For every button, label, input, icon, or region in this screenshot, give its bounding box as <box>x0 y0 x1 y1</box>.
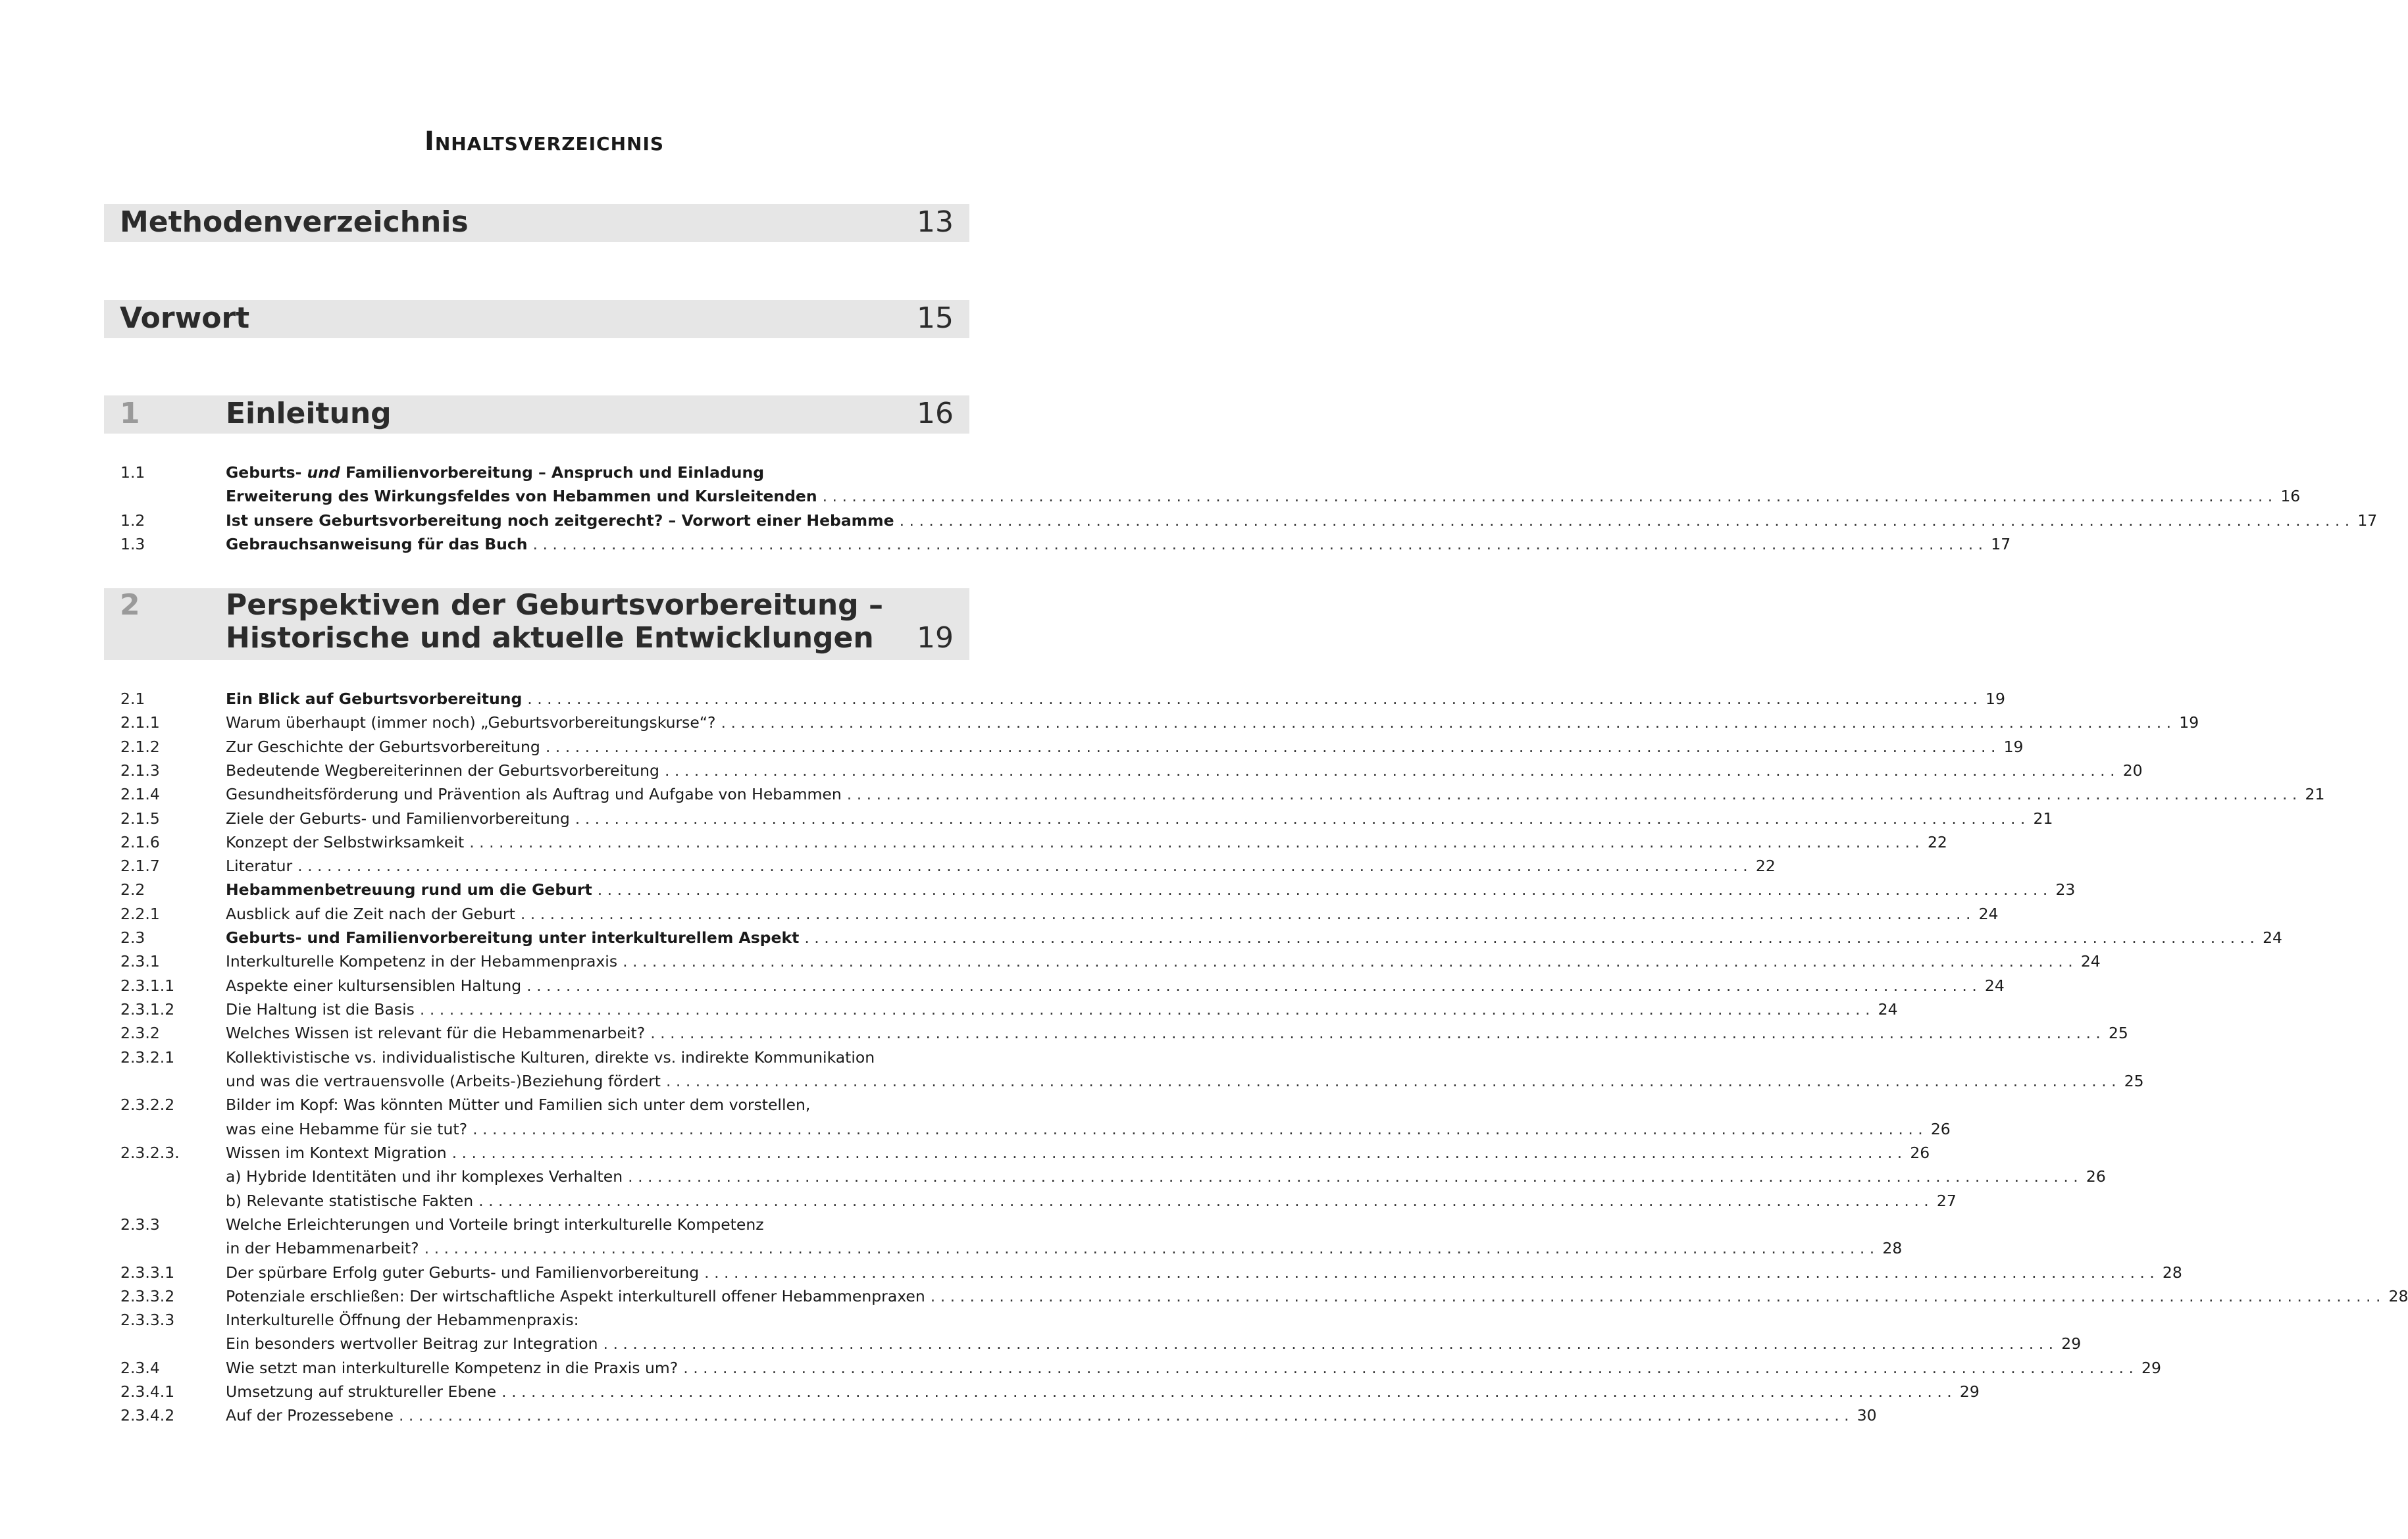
chapter-title-line-1: Perspektiven der Geburtsvorbereitung – <box>226 588 883 622</box>
toc-leader-dots <box>526 974 1977 997</box>
toc-page: 17 <box>1991 535 2011 553</box>
toc-row[interactable] <box>120 759 2143 782</box>
toc-text: Potenziale erschließen: Der wirtschaftliche Aspekt interkulturell offener Hebammenpraxen <box>226 1287 925 1305</box>
toc-page: 25 <box>2124 1072 2144 1090</box>
toc-page: 23 <box>2055 880 2076 899</box>
toc-leader-dots <box>546 735 1996 759</box>
toc-number: 2.1.3 <box>120 761 160 780</box>
toc-leader-dots <box>666 1069 2116 1093</box>
toc-leader-dots <box>847 782 2297 806</box>
toc-row[interactable] <box>120 1046 954 1069</box>
toc-row[interactable] <box>120 1236 1903 1260</box>
toc-leader-dots <box>623 949 2073 973</box>
toc-number: 2.3.2.2 <box>120 1096 175 1114</box>
toc-leader-dots <box>473 1117 1923 1141</box>
chapter-page: 13 <box>917 205 954 239</box>
toc-text: Gesundheitsförderung und Prävention als Auftrag und Aufgabe von Hebammen <box>226 785 842 803</box>
toc-text: Ziele der Geburts- und Familienvorbereitung <box>226 809 570 828</box>
toc-row[interactable] <box>120 830 1947 854</box>
toc-number: 2.3.3 <box>120 1215 160 1234</box>
chapter-title: Einleitung <box>226 397 392 430</box>
toc-text: Kollektivistische vs. individualistische Kulturen, direkte vs. indirekte Kommunikation <box>226 1048 875 1067</box>
toc-row[interactable] <box>120 687 2005 711</box>
toc-leader-dots <box>297 854 1748 878</box>
toc-text: Zur Geschichte der Geburtsvorbereitung <box>226 738 540 756</box>
toc-page: 19 <box>1985 690 2005 708</box>
toc-row[interactable] <box>120 1284 2408 1308</box>
toc-text: Erweiterung des Wirkungsfeldes von Hebammen und Kursleitenden <box>226 487 817 505</box>
toc-row[interactable] <box>120 782 2325 806</box>
toc-row[interactable] <box>120 1356 2161 1380</box>
chapter-banner-perspektiven[interactable] <box>104 588 969 660</box>
toc-page: 21 <box>2033 809 2053 828</box>
toc-page: 26 <box>2086 1167 2106 1186</box>
chapter-page: 16 <box>917 397 954 430</box>
toc-leader-dots <box>501 1380 1952 1403</box>
toc-text: und was die vertrauensvolle (Arbeits-)Beziehung fördert <box>226 1072 661 1090</box>
toc-page: 17 <box>2357 511 2378 530</box>
toc-number: 2.3.4 <box>120 1359 160 1377</box>
toc-number: 2.3.4.2 <box>120 1406 175 1425</box>
toc-text: Welches Wissen ist relevant für die Hebammenarbeit? <box>226 1024 646 1042</box>
toc-page: 19 <box>2003 738 2024 756</box>
toc-row[interactable] <box>120 949 2101 973</box>
toc-row[interactable] <box>120 926 2282 949</box>
toc-row[interactable] <box>120 807 2053 830</box>
toc-row[interactable] <box>120 735 2024 759</box>
toc-page: 22 <box>1755 857 1776 875</box>
toc-leader-dots <box>931 1284 2381 1308</box>
toc-number: 2.1.7 <box>120 857 160 875</box>
toc-number: 2.3.2.3. <box>120 1144 180 1162</box>
toc-number: 2.1 <box>120 690 145 708</box>
chapter-title: Methodenverzeichnis <box>120 205 469 239</box>
toc-row[interactable] <box>120 1117 1951 1141</box>
toc-text: Wie setzt man interkulturelle Kompetenz in die Praxis um? <box>226 1359 679 1377</box>
toc-row[interactable] <box>120 902 1999 926</box>
toc-leader-dots <box>721 711 2172 734</box>
toc-text: Umsetzung auf struktureller Ebene <box>226 1382 497 1401</box>
toc-leader-dots <box>469 830 1920 854</box>
toc-row[interactable] <box>120 509 2378 532</box>
toc-page: 19 <box>2179 713 2199 732</box>
toc-row[interactable] <box>120 1093 954 1117</box>
toc-row[interactable] <box>120 1261 2182 1284</box>
chapter-title-line-2: Historische und aktuelle Entwicklungen <box>226 621 874 655</box>
toc-page: 26 <box>1930 1120 1951 1138</box>
toc-text: Der spürbare Erfolg guter Geburts- und Familienvorbereitung <box>226 1263 700 1282</box>
toc-leader-dots <box>478 1189 1929 1213</box>
toc-number: 2.1.4 <box>120 785 160 803</box>
toc-page: 22 <box>1927 833 1947 851</box>
toc-number: 2.3 <box>120 928 145 947</box>
toc-number: 2.3.3.2 <box>120 1287 175 1305</box>
toc-text: b) Relevante statistische Fakten <box>226 1192 474 1210</box>
toc-text: Wissen im Kontext Migration <box>226 1144 447 1162</box>
chapter-banner-einleitung[interactable] <box>104 395 969 434</box>
toc-text: Aspekte einer kultursensiblen Haltung <box>226 976 522 995</box>
toc-number: 1.1 <box>120 463 145 482</box>
toc-number: 2.3.3.1 <box>120 1263 175 1282</box>
toc-text: Ist unsere Geburtsvorbereitung noch zeitgerecht? – Vorwort einer Hebamme <box>226 511 894 530</box>
toc-row[interactable] <box>120 1141 1930 1165</box>
toc-row[interactable] <box>120 461 954 484</box>
toc-text: Geburts- und Familienvorbereitung – Anspruch und Einladung <box>226 463 765 482</box>
toc-text: Welche Erleichterungen und Vorteile bringt interkulturelle Kompetenz <box>226 1215 764 1234</box>
toc-text: Interkulturelle Kompetenz in der Hebammenpraxis <box>226 952 618 971</box>
toc-row[interactable] <box>120 1380 1980 1403</box>
toc-leader-dots <box>575 807 2026 830</box>
toc-leader-dots <box>521 902 1971 926</box>
toc-text: Warum überhaupt (immer noch) „Geburtsvorbereitungskurse“? <box>226 713 716 732</box>
chapter-number: 2 <box>120 588 140 622</box>
toc-leader-dots <box>598 878 2048 901</box>
toc-page: 28 <box>2388 1287 2408 1305</box>
toc-page: 21 <box>2305 785 2325 803</box>
toc-text: Interkulturelle Öffnung der Hebammenpraxis: <box>226 1311 579 1329</box>
toc-page: 28 <box>1882 1239 1903 1257</box>
toc-number: 2.3.3.3 <box>120 1311 175 1329</box>
toc-page: 29 <box>1959 1382 1980 1401</box>
toc-leader-dots <box>823 484 2273 508</box>
toc-leader-dots <box>650 1021 2101 1045</box>
toc-leader-dots <box>424 1236 1875 1260</box>
toc-page: 24 <box>1878 1000 1898 1019</box>
chapter-page: 19 <box>917 621 954 655</box>
toc-text: a) Hybride Identitäten und ihr komplexes Verhalten <box>226 1167 623 1186</box>
toc-text: Gebrauchsanweisung für das Buch <box>226 535 528 553</box>
toc-text: was eine Hebamme für sie tut? <box>226 1120 468 1138</box>
toc-page: 25 <box>2108 1024 2128 1042</box>
toc-number: 2.2.1 <box>120 905 160 923</box>
toc-page: 27 <box>1936 1192 1957 1210</box>
toc-leader-dots <box>420 997 1870 1021</box>
toc-text: Bilder im Kopf: Was könnten Mütter und Familien sich unter dem vorstellen, <box>226 1096 811 1114</box>
toc-leader-dots <box>527 687 1978 711</box>
toc-text: Literatur <box>226 857 293 875</box>
chapter-banner-vorwort[interactable] <box>104 300 969 338</box>
toc-page: 28 <box>2162 1263 2182 1282</box>
toc-number: 2.1.6 <box>120 833 160 851</box>
toc-leader-dots <box>665 759 2115 782</box>
toc-text: Ein besonders wertvoller Beitrag zur Integration <box>226 1334 598 1353</box>
toc-number: 2.3.2 <box>120 1024 160 1042</box>
toc-number: 1.2 <box>120 511 145 530</box>
toc-page: 30 <box>1857 1406 1877 1425</box>
toc-leader-dots <box>628 1165 2078 1188</box>
toc-text: Hebammenbetreuung rund um die Geburt <box>226 880 592 899</box>
toc-number: 2.3.1 <box>120 952 160 971</box>
toc-number: 2.3.4.1 <box>120 1382 175 1401</box>
toc-text: Bedeutende Wegbereiterinnen der Geburtsvorbereitung <box>226 761 659 780</box>
toc-number: 2.1.1 <box>120 713 160 732</box>
toc-row[interactable] <box>120 1021 2128 1045</box>
toc-page: 24 <box>2263 928 2282 947</box>
toc-text: in der Hebammenarbeit? <box>226 1239 419 1257</box>
toc-text: Ein Blick auf Geburtsvorbereitung <box>226 690 523 708</box>
toc-page: 24 <box>1984 976 2005 995</box>
toc-number: 2.1.2 <box>120 738 160 756</box>
toc-number: 2.3.1.1 <box>120 976 175 995</box>
toc-text: Geburts- und Familienvorbereitung unter interkulturellem Aspekt <box>226 928 800 947</box>
toc-leader-dots <box>704 1261 2155 1284</box>
toc-text: Auf der Prozessebene <box>226 1406 394 1425</box>
toc-page: 26 <box>1910 1144 1930 1162</box>
toc-text: Ausblick auf die Zeit nach der Geburt <box>226 905 515 923</box>
toc-number: 2.1.5 <box>120 809 160 828</box>
toc-row[interactable] <box>120 1403 1877 1427</box>
toc-row[interactable] <box>120 532 2011 556</box>
toc-row[interactable] <box>120 711 2199 734</box>
toc-page: 16 <box>2280 487 2301 505</box>
toc-row[interactable] <box>120 997 1898 1021</box>
chapter-page: 15 <box>917 301 954 335</box>
toc-leader-dots <box>603 1332 2054 1355</box>
page-title: Inhaltsverzeichnis <box>424 126 665 157</box>
toc-row[interactable] <box>120 878 2076 901</box>
toc-row[interactable] <box>120 1213 954 1236</box>
toc-row[interactable] <box>120 1189 1957 1213</box>
toc-leader-dots <box>804 926 2255 949</box>
toc-row[interactable] <box>120 974 2005 997</box>
toc-row[interactable] <box>120 1165 2106 1188</box>
toc-row[interactable] <box>120 1308 954 1332</box>
toc-number: 2.3.1.2 <box>120 1000 175 1019</box>
toc-leader-dots <box>533 532 1984 556</box>
toc-page: 20 <box>2122 761 2143 780</box>
toc-number: 1.3 <box>120 535 145 553</box>
toc-row[interactable] <box>120 484 2301 508</box>
toc-leader-dots <box>452 1141 1903 1165</box>
toc-text: Konzept der Selbstwirksamkeit <box>226 833 465 851</box>
toc-row[interactable] <box>120 854 1776 878</box>
chapter-number: 1 <box>120 397 140 430</box>
toc-number: 2.2 <box>120 880 145 899</box>
toc-page: 29 <box>2141 1359 2161 1377</box>
toc-page: 29 <box>2061 1334 2082 1353</box>
chapter-banner-methodenverzeichnis[interactable] <box>104 204 969 242</box>
toc-leader-dots <box>900 509 2350 532</box>
toc-page: 24 <box>1978 905 1999 923</box>
toc-row[interactable] <box>120 1069 2144 1093</box>
toc-row[interactable] <box>120 1332 2082 1355</box>
toc-leader-dots <box>683 1356 2134 1380</box>
toc-number: 2.3.2.1 <box>120 1048 175 1067</box>
toc-page: 24 <box>2080 952 2101 971</box>
toc-text: Die Haltung ist die Basis <box>226 1000 415 1019</box>
chapter-title: Vorwort <box>120 301 250 335</box>
toc-leader-dots <box>399 1403 1849 1427</box>
